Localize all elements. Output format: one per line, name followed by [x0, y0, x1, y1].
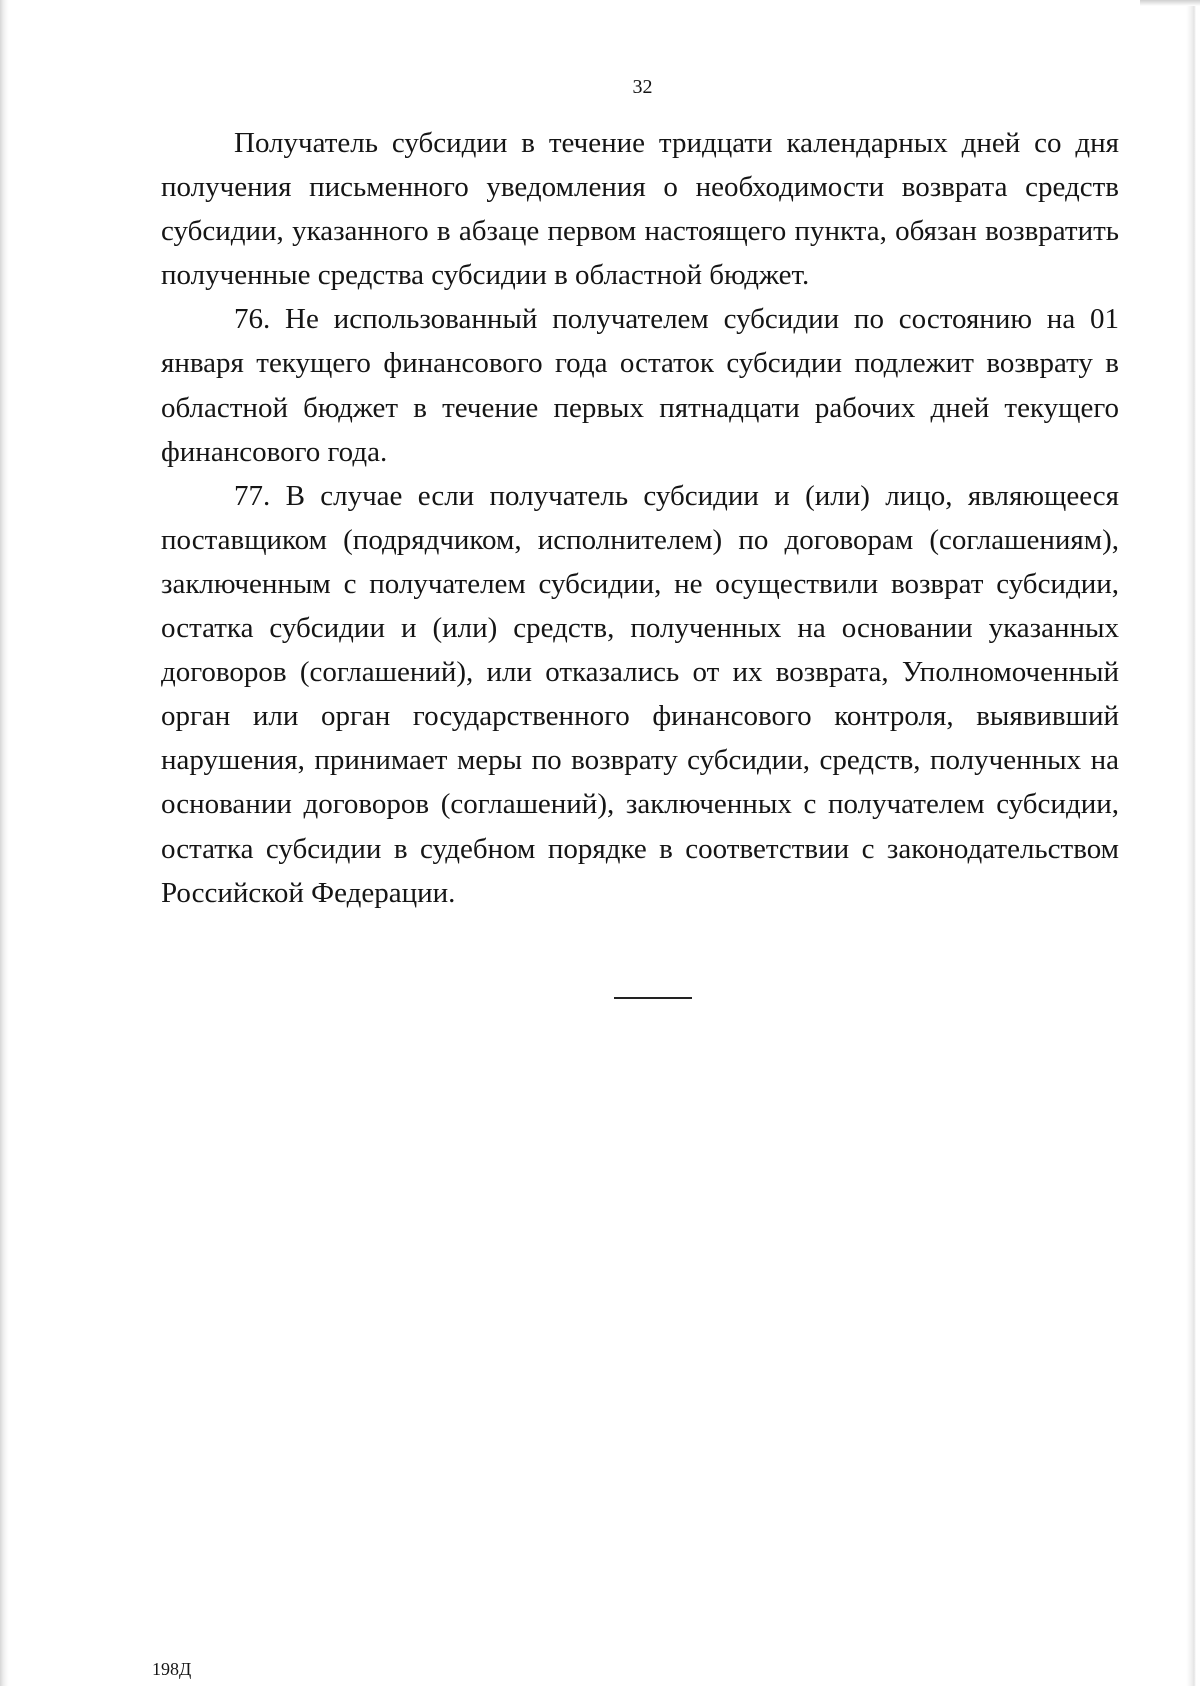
document-body [161, 121, 1119, 915]
paragraph-76: 76. Не использованный получателем субсидии по состоянию на 01 января текущего финансового года остаток субсидии подлежит возврату в областной бюджет в течение первых пятнадцати рабочих дней текущего финансового года. [161, 303, 1119, 468]
scan-shadow-left [0, 0, 9, 1686]
page-number: 32 [632, 76, 653, 98]
footer-document-code: 198Д [152, 1659, 192, 1679]
end-of-text-rule [614, 997, 692, 999]
paragraph-refund-notice: Получатель субсидии в течение тридцати календарных дней со дня получения письменного уведомления о необходимости возврата средств субсидии, указанного в абзаце первом настоящего пункта, обязан возвратить полученные средства субсидии в областной бюджет. [161, 127, 1119, 292]
paragraph-77: 77. В случае если получатель субсидии и (или) лицо, являющееся поставщиком (подрядчиком, исполнителем) по договорам (соглашениям), заключенным с получателем субсидии, не осуществили возврат субсидии, остатка субсидии и (или) средств, полученных на основании указанных договоров (соглашений), или отказались от их возврата, Уполномоченный орган или орган государственного финансового контроля, выявивший нарушения, принимает меры по возврату субсидии, средств, полученных на основании договоров (соглашений), заключенных с получателем субсидии, остатка субсидии в судебном порядке в соответствии с законодательством Российской Федерации. [161, 479, 1119, 909]
scan-shadow-top-corner [1140, 0, 1200, 6]
scan-shadow-right [1186, 0, 1200, 1686]
